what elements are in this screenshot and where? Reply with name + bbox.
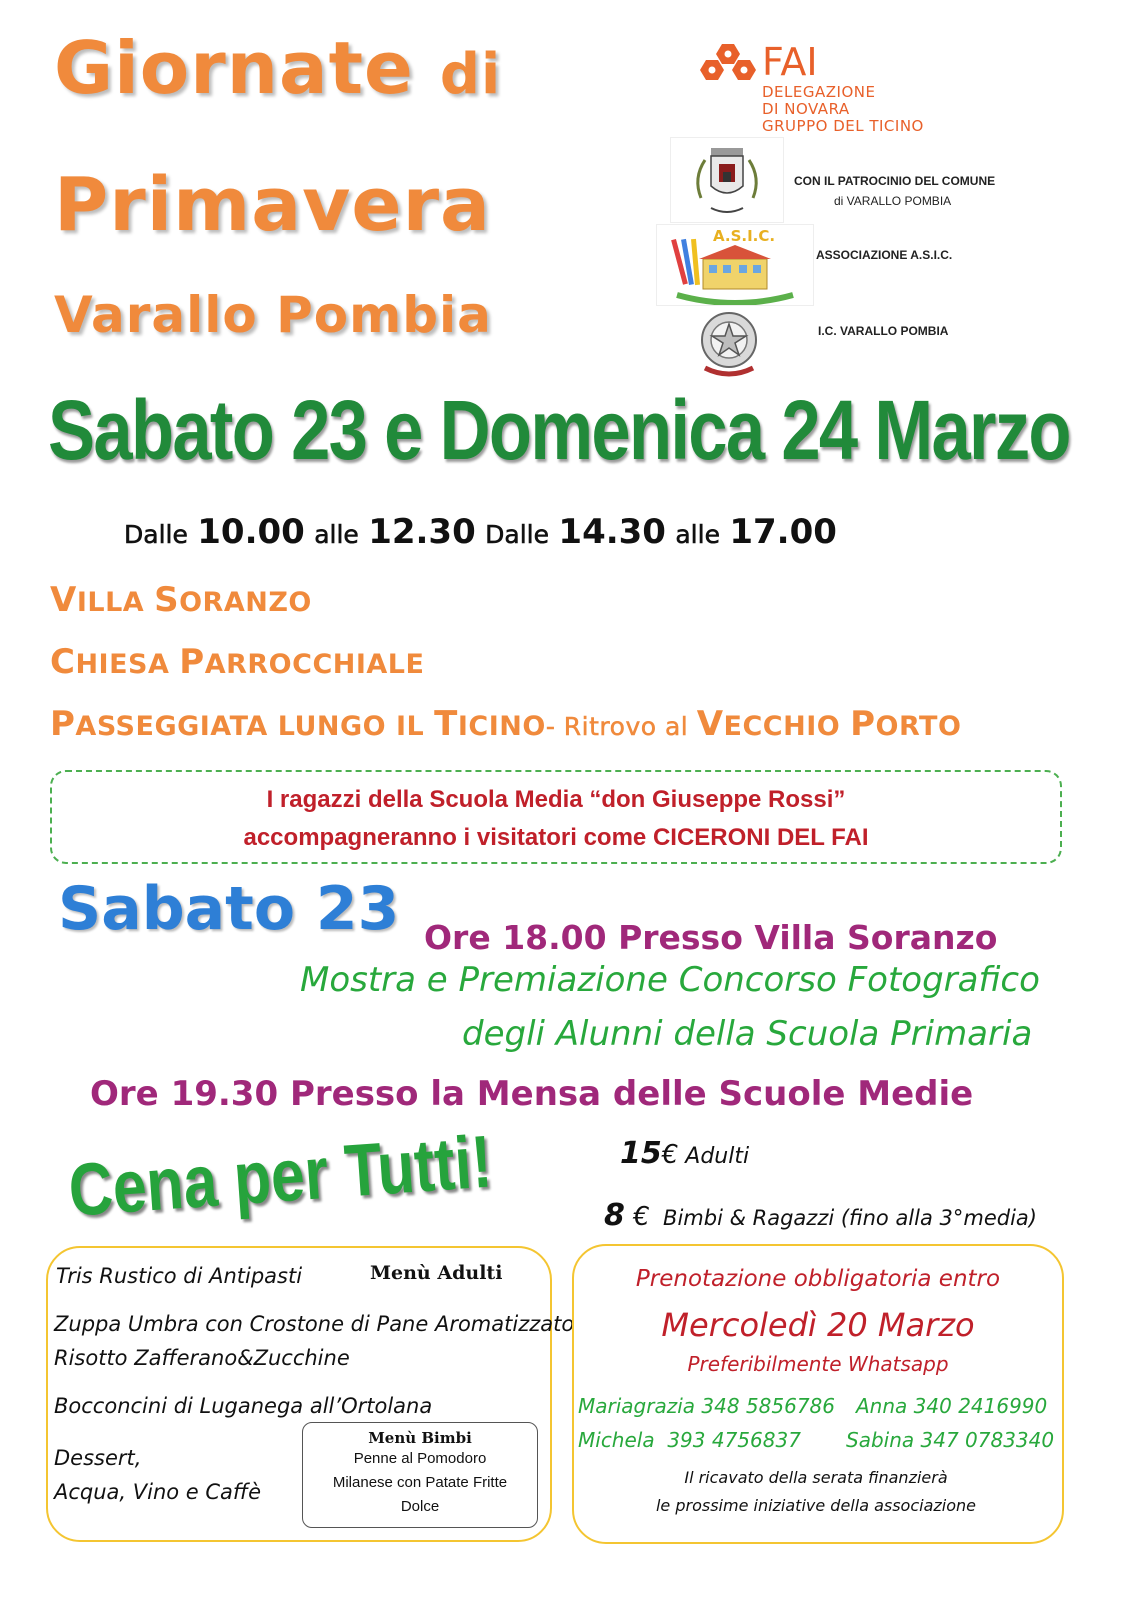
hours-time: 14.30 bbox=[558, 512, 666, 552]
contact-michela: Michela 393 4756837 bbox=[578, 1428, 801, 1452]
ic-label: I.C. VARALLO POMBIA bbox=[818, 324, 949, 338]
booking-line-1: Prenotazione obbligatoria entro bbox=[635, 1266, 1001, 1292]
title-line-2: Primavera bbox=[54, 162, 491, 248]
hours-word: Dalle bbox=[124, 520, 188, 549]
contact-anna: Anna 340 2416990 bbox=[856, 1394, 1048, 1418]
fai-emblem-icon bbox=[700, 42, 760, 82]
menu-kids-title: Menù Bimbi bbox=[368, 1429, 472, 1447]
contact-sabina: Sabina 347 0783340 bbox=[846, 1428, 1055, 1452]
title-word-di: di bbox=[439, 42, 502, 107]
comune-patronage-line2: di VARALLO POMBIA bbox=[834, 194, 952, 208]
fai-delegation-line: GRUPPO DEL TICINO bbox=[762, 117, 924, 135]
contact-mariagrazia: Mariagrazia 348 5856786 bbox=[578, 1394, 835, 1418]
hours-time: 10.00 bbox=[197, 512, 305, 552]
menu-item: Zuppa Umbra con Crostone di Pane Aromatizzato bbox=[54, 1312, 575, 1336]
menu-item: Tris Rustico di Antipasti bbox=[56, 1264, 303, 1288]
notice-line-1: I ragazzi della Scuola Media “don Giuseppe Rossi” bbox=[266, 786, 846, 813]
opening-hours bbox=[124, 512, 837, 552]
saturday-event-1-desc-1: Mostra e Premiazione Concorso Fotografico bbox=[300, 960, 1040, 1000]
ic-emblem bbox=[695, 308, 763, 380]
hours-word: Dalle bbox=[485, 520, 549, 549]
fai-delegation bbox=[762, 84, 924, 135]
dinner-title: Cena per Tutti! bbox=[66, 1119, 495, 1232]
title-line-1 bbox=[54, 26, 501, 110]
menu-kids-item: Dolce bbox=[400, 1498, 440, 1515]
fai-delegation-line: DELEGAZIONE bbox=[762, 83, 876, 101]
asic-badge: A.S.I.C. bbox=[713, 227, 776, 245]
price-adults: 15€ Adulti bbox=[620, 1136, 750, 1171]
fai-delegation-line: DI NOVARA bbox=[762, 100, 850, 118]
booking-preferred: Preferibilmente Whatsapp bbox=[687, 1352, 949, 1376]
asic-label: ASSOCIAZIONE A.S.I.C. bbox=[816, 248, 953, 262]
proceeds-note-2: le prossime iniziative della associazione bbox=[655, 1496, 977, 1515]
republic-emblem-icon bbox=[695, 308, 763, 380]
venue-passeggiata-ticino: PASSEGGIATA LUNGO IL TICINO- Ritrovo al VECCHIO PORTO bbox=[50, 704, 962, 744]
comune-patronage-line1: CON IL PATROCINIO DEL COMUNE bbox=[794, 174, 996, 188]
menu-item: Acqua, Vino e Caffè bbox=[54, 1480, 262, 1504]
menu-kids-item: Milanese con Patate Fritte bbox=[332, 1474, 508, 1491]
menu-kids-item: Penne al Pomodoro bbox=[353, 1450, 487, 1467]
coat-of-arms-icon bbox=[671, 138, 783, 222]
hours-word: alle bbox=[314, 520, 359, 549]
menu-item: Risotto Zafferano&Zucchine bbox=[54, 1346, 350, 1370]
comune-crest bbox=[670, 137, 784, 223]
fai-logo bbox=[700, 42, 760, 82]
title-word-giornate: Giornate bbox=[54, 26, 414, 110]
saturday-event-1: Ore 18.00 Presso Villa Soranzo bbox=[424, 918, 998, 957]
proceeds-note-1: Il ricavato della serata finanzierà bbox=[684, 1468, 948, 1487]
booking-deadline: Mercoledì 20 Marzo bbox=[661, 1306, 975, 1344]
asic-logo bbox=[656, 224, 814, 306]
price-kids: 8 € Bimbi & Ragazzi (fino alla 3°media) bbox=[604, 1198, 1037, 1233]
fai-name: FAI bbox=[762, 40, 818, 84]
saturday-event-2: Ore 19.30 Presso la Mensa delle Scuole Medie bbox=[90, 1074, 974, 1114]
hours-time: 17.00 bbox=[729, 512, 837, 552]
town-name: Varallo Pombia bbox=[54, 286, 492, 344]
menu-item: Dessert, bbox=[54, 1446, 142, 1470]
event-dates: Sabato 23 e Domenica 24 Marzo bbox=[48, 383, 1070, 477]
menu-adults-title: Menù Adulti bbox=[370, 1262, 503, 1284]
hours-word: alle bbox=[675, 520, 720, 549]
menu-kids-box bbox=[302, 1422, 538, 1528]
saturday-heading: Sabato 23 bbox=[58, 874, 400, 944]
hours-time: 12.30 bbox=[368, 512, 476, 552]
saturday-event-1-desc-2: degli Alunni della Scuola Primaria bbox=[462, 1014, 1033, 1054]
ciceroni-notice bbox=[50, 770, 1062, 864]
venue-chiesa-parrocchiale: CHIESA PARROCCHIALE bbox=[50, 642, 425, 682]
menu-item: Bocconcini di Luganega all’Ortolana bbox=[54, 1394, 433, 1418]
notice-line-2: accompagneranno i visitatori come CICERONI DEL FAI bbox=[243, 824, 869, 851]
venue-villa-soranzo: VILLA SORANZO bbox=[50, 580, 312, 620]
